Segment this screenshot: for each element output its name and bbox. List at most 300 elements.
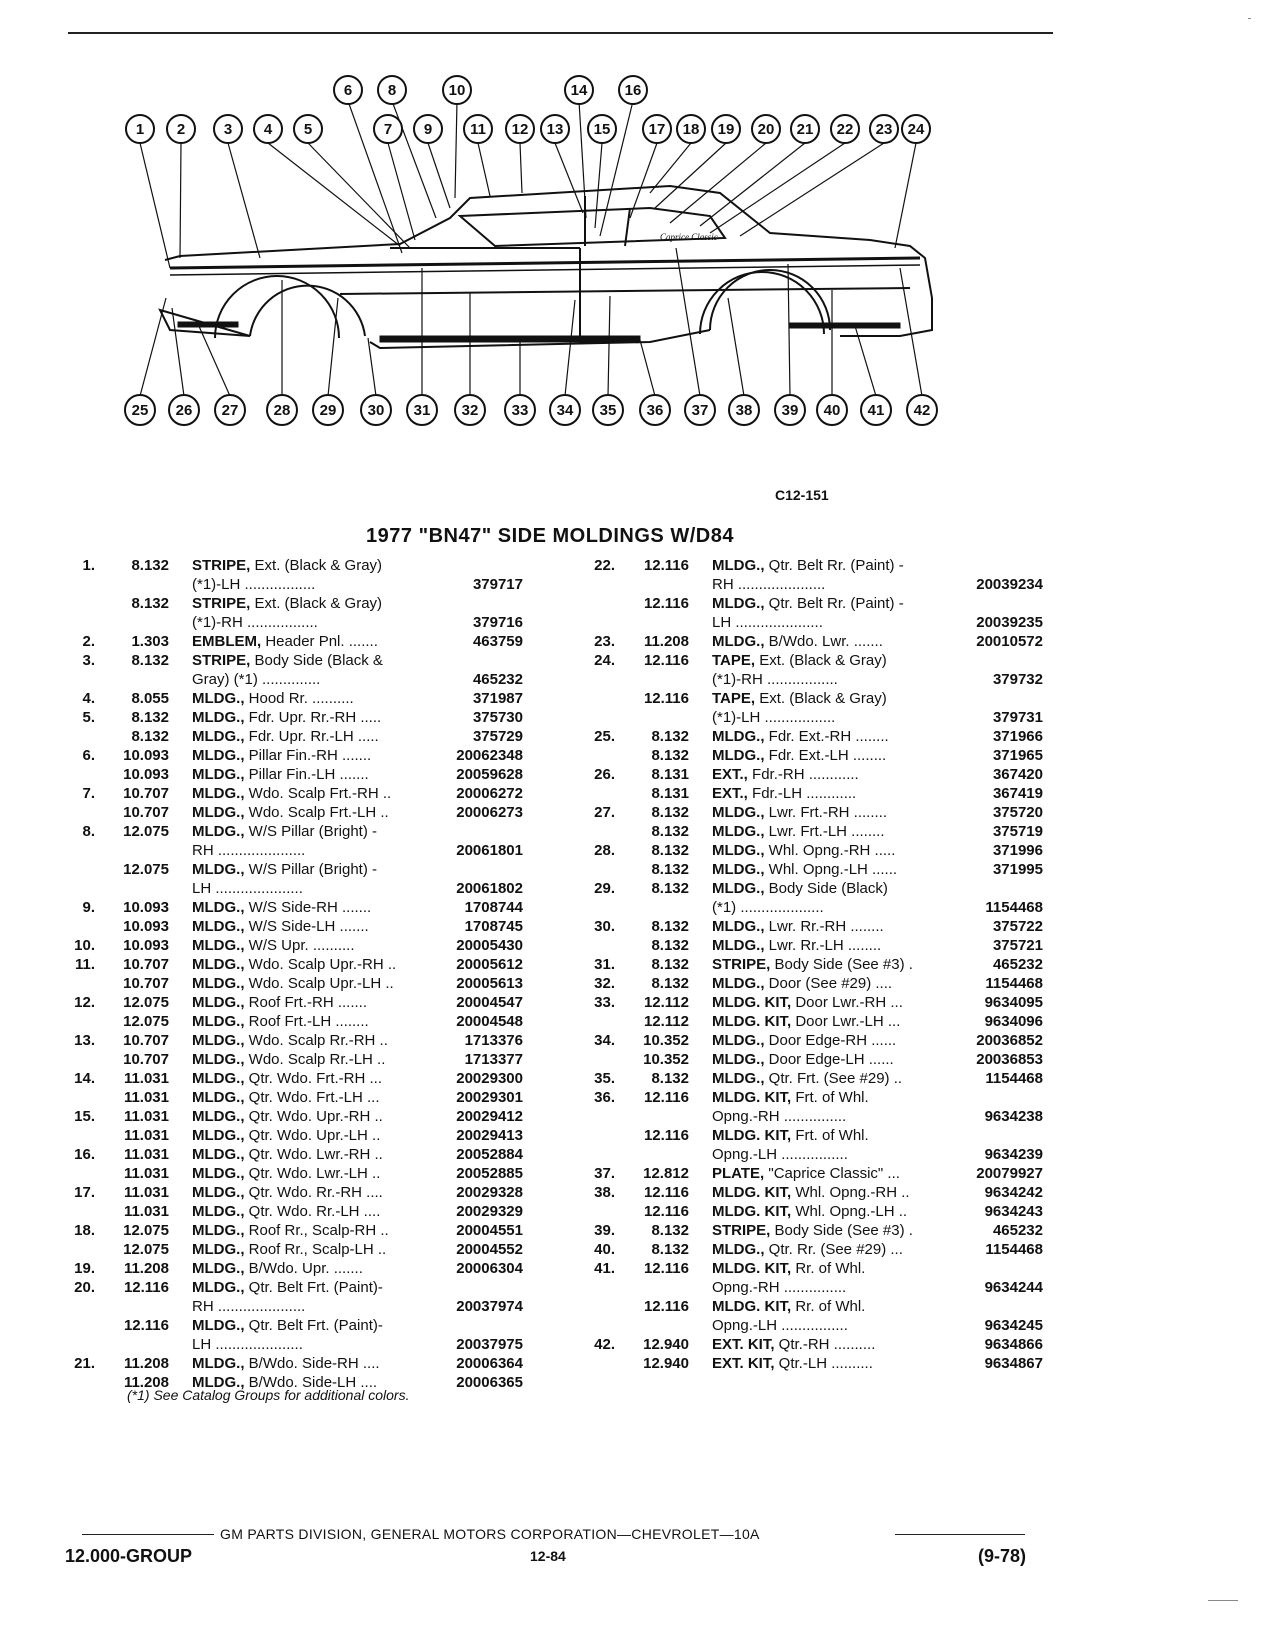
part-description <box>192 708 418 727</box>
part-number: 20079927 <box>976 1165 1043 1182</box>
part-description <box>192 556 418 575</box>
group-number: 8.055 <box>131 690 169 707</box>
item-number: 31. <box>594 956 615 973</box>
svg-text:40: 40 <box>823 402 841 419</box>
item-number: 26. <box>594 766 615 783</box>
callout-24 <box>902 115 930 143</box>
group-number: 8.132 <box>651 823 689 840</box>
part-name: MLDG., <box>712 880 765 897</box>
group-number: 8.132 <box>131 595 169 612</box>
part-description <box>192 1050 418 1069</box>
part-name: MLDG., <box>192 956 245 973</box>
callout-39 <box>775 395 805 425</box>
part-detail: (*1)-RH ................. <box>192 614 318 631</box>
callout-30 <box>361 395 391 425</box>
part-detail: Fdr. Ext.-RH ........ <box>764 728 889 745</box>
part-description <box>712 1202 938 1221</box>
group-number: 12.116 <box>123 1279 169 1296</box>
part-detail: Lwr. Rr.-RH ........ <box>764 918 884 935</box>
svg-text:35: 35 <box>599 402 617 419</box>
part-name: MLDG., <box>192 785 245 802</box>
part-number: 375729 <box>472 728 523 745</box>
group-number: 12.116 <box>643 1203 689 1220</box>
svg-text:6: 6 <box>343 82 353 99</box>
part-detail: Wdo. Scalp Rr.-LH .. <box>244 1051 386 1068</box>
part-number: 9634245 <box>984 1317 1043 1334</box>
part-row <box>63 1088 523 1107</box>
callout-40 <box>817 395 847 425</box>
part-detail: Frt. of Whl. <box>791 1127 869 1144</box>
part-detail: Wdo. Scalp Frt.-LH .. <box>244 804 389 821</box>
part-detail: B/Wdo. Lwr. ....... <box>764 633 883 650</box>
svg-text:12: 12 <box>511 121 529 138</box>
part-description <box>192 860 418 879</box>
part-detail: Opng.-RH ............... <box>712 1108 847 1125</box>
page-title: 1977 "BN47" SIDE MOLDINGS W/D84 <box>366 525 734 547</box>
part-row <box>63 594 523 613</box>
part-name: MLDG., <box>192 1184 245 1201</box>
part-number: 9634238 <box>984 1108 1043 1125</box>
part-row <box>583 575 1043 594</box>
part-detail: Body Side (See #3) . <box>770 956 913 973</box>
part-number: 20052884 <box>456 1146 523 1163</box>
part-detail: W/S Pillar (Bright) - <box>244 861 378 878</box>
group-number: 12.112 <box>643 1013 689 1030</box>
part-detail: Ext. (Black & Gray) <box>250 557 383 574</box>
part-number: 20037975 <box>456 1336 523 1353</box>
item-number: 14. <box>74 1070 95 1087</box>
part-description <box>192 575 418 594</box>
callout-34 <box>550 395 580 425</box>
group-number: 10.352 <box>643 1032 689 1049</box>
part-detail: Whl. Opng.-LH .. <box>791 1203 908 1220</box>
part-description <box>712 879 938 898</box>
part-row <box>583 784 1043 803</box>
part-number: 465232 <box>472 671 523 688</box>
part-number: 9634096 <box>984 1013 1043 1030</box>
part-number: 20006365 <box>456 1374 523 1391</box>
callout-17 <box>643 115 671 143</box>
item-number: 21. <box>74 1355 95 1372</box>
scan-speck <box>1248 18 1251 19</box>
group-number: 12.116 <box>643 595 689 612</box>
part-name: MLDG., <box>712 728 765 745</box>
part-number: 1713377 <box>464 1051 523 1068</box>
part-number: 463759 <box>472 633 523 650</box>
part-number: 20005613 <box>456 975 523 992</box>
part-description <box>192 1183 418 1202</box>
part-detail: W/S Side-LH ....... <box>244 918 369 935</box>
part-row <box>63 613 523 632</box>
part-description <box>712 974 938 993</box>
group-number: 8.132 <box>651 918 689 935</box>
group-number: 11.208 <box>123 1260 169 1277</box>
part-detail: RH ..................... <box>192 842 306 859</box>
part-row <box>63 1012 523 1031</box>
part-detail: Rr. of Whl. <box>791 1260 866 1277</box>
group-number: 12.116 <box>643 557 689 574</box>
part-name: MLDG., <box>192 1013 245 1030</box>
part-row <box>63 1297 523 1316</box>
part-detail: Whl. Opng.-RH .. <box>791 1184 910 1201</box>
group-number: 11.031 <box>123 1127 169 1144</box>
part-name: MLDG., <box>192 1260 245 1277</box>
group-number: 8.131 <box>651 766 689 783</box>
part-row <box>63 1183 523 1202</box>
part-detail: Door (See #29) .... <box>764 975 893 992</box>
part-name: EXT. KIT, <box>712 1355 775 1372</box>
part-detail: Roof Frt.-RH ....... <box>244 994 368 1011</box>
part-detail: Qtr. Wdo. Rr.-RH .... <box>244 1184 383 1201</box>
part-description <box>712 1126 938 1145</box>
svg-text:11: 11 <box>470 121 486 138</box>
group-number: 12.116 <box>643 1184 689 1201</box>
part-description <box>712 765 938 784</box>
group-number: 10.093 <box>123 747 169 764</box>
part-row <box>583 670 1043 689</box>
callout-4 <box>254 115 282 143</box>
part-name: STRIPE, <box>712 956 771 973</box>
part-description <box>192 993 418 1012</box>
part-detail: Qtr. Rr. (See #29) ... <box>764 1241 903 1258</box>
part-detail: Opng.-LH ................ <box>712 1146 848 1163</box>
svg-text:38: 38 <box>735 402 753 419</box>
callout-42 <box>907 395 937 425</box>
part-detail: Roof Rr., Scalp-RH .. <box>244 1222 389 1239</box>
part-name: MLDG., <box>192 1203 245 1220</box>
part-name: MLDG., <box>192 709 245 726</box>
part-detail: Qtr. Wdo. Frt.-RH ... <box>244 1070 383 1087</box>
part-detail: Ext. (Black & Gray) <box>755 652 887 669</box>
svg-text:24: 24 <box>907 121 925 138</box>
part-description <box>712 689 938 708</box>
part-name: MLDG., <box>712 1241 765 1258</box>
part-name: MLDG., <box>192 1032 245 1049</box>
part-name: MLDG., <box>712 1032 765 1049</box>
part-description <box>192 1012 418 1031</box>
item-number: 34. <box>594 1032 615 1049</box>
part-detail: Door Lwr.-LH ... <box>791 1013 901 1030</box>
svg-text:4: 4 <box>263 121 273 138</box>
part-name: MLDG., <box>192 1165 245 1182</box>
part-description <box>192 1202 418 1221</box>
group-number: 12.112 <box>643 994 689 1011</box>
svg-text:10: 10 <box>448 82 466 99</box>
part-row <box>583 727 1043 746</box>
part-name: EMBLEM, <box>192 633 262 650</box>
part-name: MLDG., <box>712 747 765 764</box>
part-description <box>192 613 418 632</box>
part-row <box>583 1031 1043 1050</box>
group-number: 11.031 <box>123 1070 169 1087</box>
part-name: PLATE, <box>712 1165 765 1182</box>
part-description <box>712 1164 938 1183</box>
group-number: 8.132 <box>651 1070 689 1087</box>
part-number: 375721 <box>992 937 1043 954</box>
part-detail: (*1)-LH ................. <box>712 709 836 726</box>
item-number: 2. <box>82 633 95 650</box>
part-name: MLDG. KIT, <box>712 1260 792 1277</box>
svg-text:9: 9 <box>423 121 433 138</box>
item-number: 9. <box>82 899 95 916</box>
item-number: 32. <box>594 975 615 992</box>
part-row <box>63 689 523 708</box>
group-number: 8.132 <box>131 709 169 726</box>
part-detail: Body Side (Black & <box>250 652 383 669</box>
part-name: MLDG., <box>712 595 765 612</box>
part-number: 20006364 <box>456 1355 523 1372</box>
svg-text:25: 25 <box>131 402 149 419</box>
part-number: 379732 <box>992 671 1043 688</box>
part-row <box>583 1259 1043 1278</box>
part-row <box>63 1259 523 1278</box>
item-number: 22. <box>594 557 615 574</box>
part-detail: Ext. (Black & Gray) <box>250 595 383 612</box>
part-row <box>583 841 1043 860</box>
part-row <box>63 1278 523 1297</box>
part-number: 379717 <box>472 576 523 593</box>
callout-22 <box>831 115 859 143</box>
callout-10 <box>443 76 471 104</box>
part-number: 20005612 <box>456 956 523 973</box>
part-number: 20010572 <box>976 633 1043 650</box>
group-number: 12.940 <box>643 1336 689 1353</box>
part-description <box>192 1031 418 1050</box>
item-number: 28. <box>594 842 615 859</box>
top-rule <box>68 32 1053 34</box>
callout-29 <box>313 395 343 425</box>
part-number: 20037974 <box>456 1298 523 1315</box>
part-detail: Pillar Fin.-LH ....... <box>244 766 369 783</box>
part-row <box>63 1316 523 1335</box>
part-name: MLDG., <box>712 557 765 574</box>
group-number: 11.031 <box>123 1165 169 1182</box>
callout-2 <box>167 115 195 143</box>
group-number: 11.208 <box>123 1374 169 1391</box>
part-detail: LH ..................... <box>192 1336 303 1353</box>
part-detail: Qtr. Belt Frt. (Paint)- <box>244 1279 383 1296</box>
group-number: 12.075 <box>123 861 169 878</box>
part-row <box>63 1240 523 1259</box>
callout-35 <box>593 395 623 425</box>
part-number: 20052885 <box>456 1165 523 1182</box>
part-number: 20036852 <box>976 1032 1043 1049</box>
part-description <box>712 841 938 860</box>
part-description <box>192 1240 418 1259</box>
group-number: 8.132 <box>651 956 689 973</box>
part-detail: Body Side (See #3) . <box>770 1222 913 1239</box>
group-number: 10.707 <box>123 804 169 821</box>
part-name: MLDG., <box>192 994 245 1011</box>
part-number: 367419 <box>992 785 1043 802</box>
part-name: MLDG. KIT, <box>712 1089 792 1106</box>
part-number: 371965 <box>992 747 1043 764</box>
svg-text:17: 17 <box>648 121 666 138</box>
part-name: STRIPE, <box>192 652 251 669</box>
part-row <box>583 1164 1043 1183</box>
item-number: 27. <box>594 804 615 821</box>
part-number: 379716 <box>472 614 523 631</box>
part-detail: (*1) .................... <box>712 899 824 916</box>
part-row <box>583 1297 1043 1316</box>
item-number: 37. <box>594 1165 615 1182</box>
footnote: (*1) See Catalog Groups for additional colors. <box>127 1387 410 1403</box>
footer-group: 12.000-GROUP <box>65 1546 193 1566</box>
group-number: 10.707 <box>123 956 169 973</box>
svg-text:33: 33 <box>511 402 529 419</box>
footer-rule-left <box>82 1534 214 1535</box>
part-detail: Qtr. Wdo. Lwr.-RH .. <box>244 1146 383 1163</box>
part-description <box>712 746 938 765</box>
part-description <box>192 1145 418 1164</box>
part-number: 375720 <box>992 804 1043 821</box>
part-detail: Lwr. Rr.-LH ........ <box>764 937 882 954</box>
group-number: 12.116 <box>643 690 689 707</box>
group-number: 12.940 <box>643 1355 689 1372</box>
part-name: TAPE, <box>712 690 756 707</box>
group-number: 10.707 <box>123 1032 169 1049</box>
part-name: MLDG., <box>712 823 765 840</box>
part-description <box>192 917 418 936</box>
part-number: 1154468 <box>985 975 1043 992</box>
part-row <box>583 651 1043 670</box>
svg-text:36: 36 <box>646 402 664 419</box>
part-row <box>583 689 1043 708</box>
part-description <box>712 632 938 651</box>
svg-text:18: 18 <box>682 121 700 138</box>
part-row <box>63 993 523 1012</box>
part-number: 375730 <box>472 709 523 726</box>
part-detail: Door Edge-RH ...... <box>764 1032 897 1049</box>
part-description <box>192 1259 418 1278</box>
item-number: 18. <box>74 1222 95 1239</box>
part-description <box>192 594 418 613</box>
part-description <box>192 1126 418 1145</box>
part-number: 465232 <box>992 956 1043 973</box>
group-number: 8.132 <box>651 861 689 878</box>
part-detail: RH ..................... <box>192 1298 306 1315</box>
part-number: 20005430 <box>456 937 523 954</box>
part-detail: LH ..................... <box>192 880 303 897</box>
svg-text:20: 20 <box>757 121 775 138</box>
part-row <box>63 727 523 746</box>
item-number: 7. <box>82 785 95 802</box>
group-number: 8.132 <box>651 747 689 764</box>
part-description <box>712 613 938 632</box>
part-number: 1154468 <box>985 899 1043 916</box>
part-row <box>63 1069 523 1088</box>
part-description <box>712 1050 938 1069</box>
part-name: MLDG., <box>192 823 245 840</box>
part-detail: B/Wdo. Upr. ....... <box>244 1260 363 1277</box>
part-detail: B/Wdo. Side-RH .... <box>244 1355 380 1372</box>
part-name: MLDG. KIT, <box>712 1203 792 1220</box>
part-number: 20004548 <box>456 1013 523 1030</box>
part-detail: Door Lwr.-RH ... <box>791 994 903 1011</box>
part-number: 20004547 <box>456 994 523 1011</box>
item-number: 39. <box>594 1222 615 1239</box>
part-detail: W/S Upr. .......... <box>244 937 355 954</box>
callout-41 <box>861 395 891 425</box>
part-description <box>192 689 418 708</box>
svg-text:30: 30 <box>367 402 385 419</box>
part-row <box>583 594 1043 613</box>
part-row <box>63 955 523 974</box>
part-row <box>583 822 1043 841</box>
part-row <box>583 898 1043 917</box>
part-description <box>712 1259 938 1278</box>
part-row <box>63 632 523 651</box>
item-number: 4. <box>82 690 95 707</box>
part-description <box>712 1316 938 1335</box>
part-number: 20059628 <box>456 766 523 783</box>
group-number: 12.116 <box>643 1089 689 1106</box>
part-name: MLDG., <box>192 1070 245 1087</box>
group-number: 8.131 <box>651 785 689 802</box>
callout-19 <box>712 115 740 143</box>
item-number: 20. <box>74 1279 95 1296</box>
car-script: Caprice Classic <box>660 232 718 242</box>
part-number: 371996 <box>992 842 1043 859</box>
part-description <box>712 594 938 613</box>
part-number: 371966 <box>992 728 1043 745</box>
part-row <box>583 1088 1043 1107</box>
part-description <box>712 993 938 1012</box>
callout-25 <box>125 395 155 425</box>
part-row <box>63 1202 523 1221</box>
part-number: 9634242 <box>984 1184 1043 1201</box>
group-number: 10.707 <box>123 1051 169 1068</box>
part-row <box>583 613 1043 632</box>
part-detail: Wdo. Scalp Frt.-RH .. <box>244 785 392 802</box>
part-description <box>192 784 418 803</box>
part-detail: Whl. Opng.-RH ..... <box>764 842 896 859</box>
part-description <box>192 765 418 784</box>
group-number: 8.132 <box>651 1241 689 1258</box>
part-detail: Gray) (*1) .............. <box>192 671 321 688</box>
parts-list-right <box>583 556 1043 1373</box>
group-number: 11.031 <box>123 1089 169 1106</box>
part-number: 20004551 <box>456 1222 523 1239</box>
part-row <box>63 556 523 575</box>
part-description <box>712 860 938 879</box>
side-moldings-diagram <box>110 68 990 448</box>
part-number: 20004552 <box>456 1241 523 1258</box>
part-row <box>583 936 1043 955</box>
part-detail: Qtr. Belt Rr. (Paint) - <box>764 595 904 612</box>
part-name: MLDG., <box>712 1051 765 1068</box>
part-name: STRIPE, <box>192 557 251 574</box>
group-number: 10.093 <box>123 766 169 783</box>
svg-text:23: 23 <box>875 121 893 138</box>
part-row <box>63 860 523 879</box>
part-description <box>192 936 418 955</box>
part-description <box>712 1012 938 1031</box>
part-name: MLDG. KIT, <box>712 994 792 1011</box>
part-row <box>63 784 523 803</box>
group-number: 8.132 <box>131 557 169 574</box>
part-name: MLDG., <box>192 975 245 992</box>
part-name: MLDG., <box>192 804 245 821</box>
callout-16 <box>619 76 647 104</box>
callout-20 <box>752 115 780 143</box>
callout-27 <box>215 395 245 425</box>
part-description <box>712 670 938 689</box>
group-number: 11.031 <box>123 1146 169 1163</box>
group-number: 12.116 <box>123 1317 169 1334</box>
part-description <box>192 841 418 860</box>
part-row <box>63 917 523 936</box>
